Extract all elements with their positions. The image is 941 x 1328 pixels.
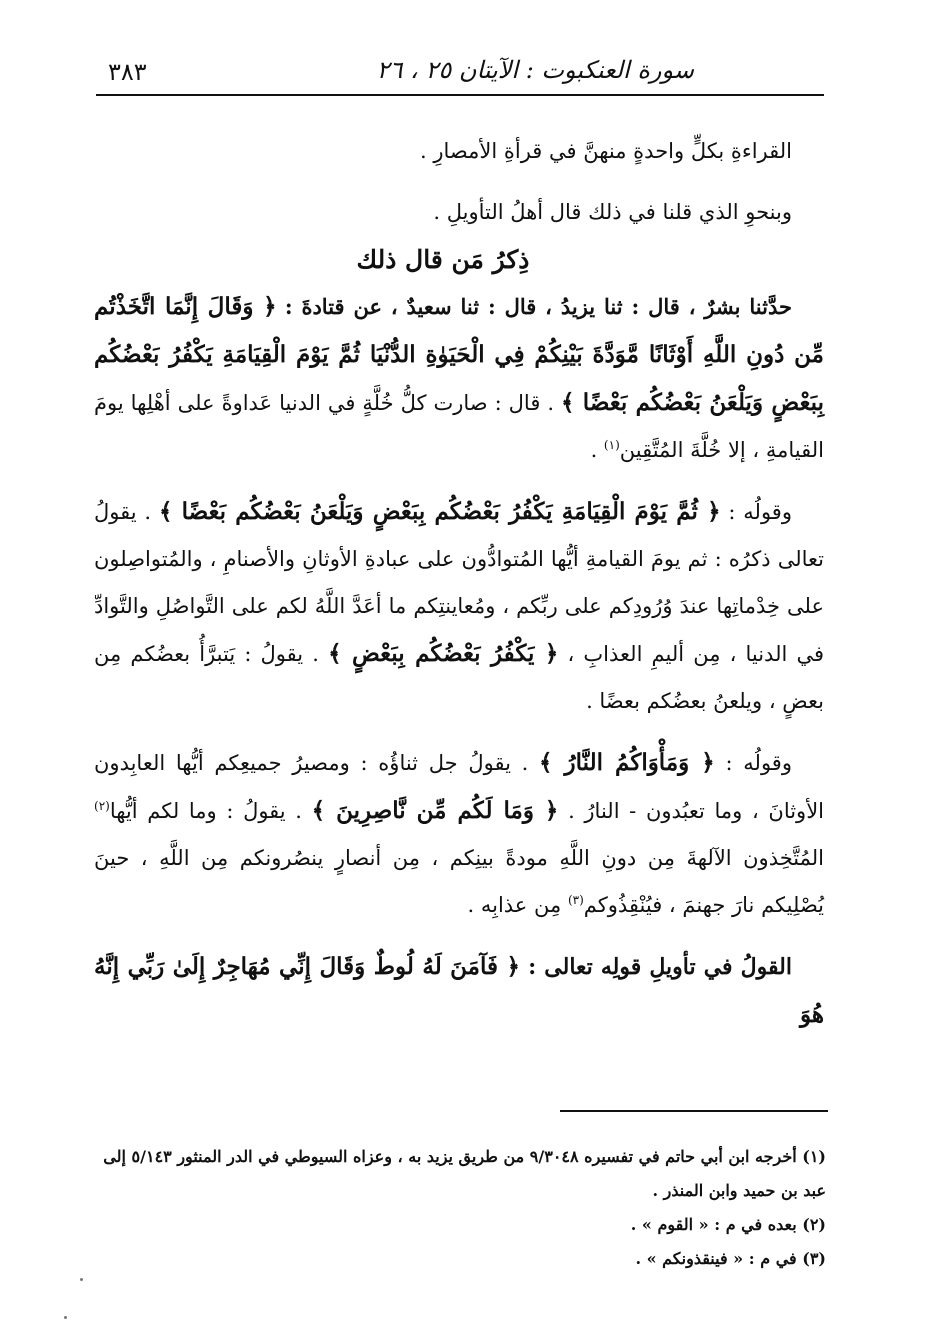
- footnote: (٣) في م : « فينقذونكم » .: [635, 1249, 826, 1268]
- paragraph: [94, 128, 824, 175]
- text: المُتَّخِذون الآلهةَ مِن دونِ اللَّهِ مودةً بينِكم ، مِن أنصارٍ ينصُرونكم مِن اللَّهِ ، حينَ يُصْلِيكم نارَ جهنمَ ، فيُنْقِذُوكم: [94, 846, 824, 917]
- section-heading: ذِكرُ مَن قال ذلك: [356, 245, 530, 274]
- text: وقولُه :: [728, 500, 792, 524]
- text: مِن عذابِه .: [467, 893, 568, 917]
- text: . يقولُ تعالى ذكرُه : ثم يومَ القيامةِ أيُّها المُتوادُّون على عبادةِ الأوثانِ والأصنامِ ، والمُتواصِلون على خِدْماتِها عندَ وُرُودِكم على ربِّكم ، ومُعاينتِكم ما أعَدَّ اللَّهُ لكم على التَّواصُلِ والتَّوادِّ في الدنيا ، مِن أليمِ العذابِ ،: [94, 500, 824, 666]
- quran-verse: ﴿ وَمَأْوَاكُمُ النَّارُ ﴾: [539, 749, 715, 776]
- footnote: (٢) بعده في م : « القوم » .: [630, 1215, 826, 1234]
- running-title: سورة العنكبوت : الآيتان ٢٥ ، ٢٦: [376, 56, 694, 84]
- page-number: ٣٨٣: [108, 58, 147, 86]
- tafsir-heading: [94, 943, 824, 1039]
- text: وبنحوِ الذي قلنا في ذلك قال أهلُ التأويلِ .: [433, 200, 792, 224]
- paragraph: [94, 739, 824, 929]
- quran-verse: ﴿ وَمَا لَكُم مِّن نَّاصِرِينَ ﴾: [311, 797, 559, 824]
- scan-speck: [64, 1316, 67, 1319]
- quran-verse: ﴿ يَكْفُرُ بَعْضُكُم بِبَعْضٍ ﴾: [328, 640, 559, 667]
- footnotes: [94, 1140, 826, 1276]
- footnote-marker: (٢): [94, 799, 110, 813]
- footnote: (١) أخرجه ابن أبي حاتم في تفسيره ٩/٣٠٤٨ من طريق يزيد به ، وعزاه السيوطي في الدر المنثور ٥/١٤٣ إلى عبد بن حميد وابن المنذر .: [103, 1147, 826, 1200]
- text: القراءةِ بكلٍّ واحدةٍ منهنَّ في قرأةِ الأمصارِ .: [420, 139, 792, 163]
- heading-text: القولُ في تأويلِ قولِه تعالى :: [528, 954, 792, 980]
- footnote-marker: (٣): [567, 893, 584, 907]
- text: . يقولُ : وما لكم أيُّها: [109, 799, 302, 823]
- paragraph: [94, 488, 824, 725]
- scan-speck: [80, 1278, 83, 1281]
- quran-verse: ﴿ ثُمَّ يَوْمَ الْقِيَامَةِ يَكْفُرُ بَعْضُكُم بِبَعْضٍ وَيَلْعَنُ بَعْضُكُم بَعْضًا ﴾: [158, 498, 721, 525]
- paragraph: [94, 283, 824, 474]
- text: .: [590, 438, 604, 462]
- quran-verse: ﴿ وَقَالَ إِنَّمَا اتَّخَذْتُم مِّن دُونِ اللَّهِ أَوْثَانًا مَّوَدَّةَ بَيْنِكُمْ فِي الْحَيَوٰةِ الدُّنْيَا ثُمَّ يَوْمَ الْقِيَامَةِ يَكْفُرُ بَعْضُكُم بِبَعْضٍ وَيَلْعَنُ بَعْضُكُم بَعْضًا ﴾: [94, 293, 824, 416]
- text: . يقولُ : يَتبرَّأُ بعضُكم مِن بعضٍ ، ويلعنُ بعضُكم بعضًا .: [94, 642, 824, 713]
- text: . قال : صارت كلُّ خُلَّةٍ في الدنيا عَداوةً على أهْلِها يومَ القيامةِ ، إلا خُلَّةَ المُتَّقِين: [94, 391, 824, 462]
- footnote-marker: (١): [603, 438, 620, 452]
- main-text: [94, 128, 824, 1039]
- isnad-text: حدَّثنا بشرٌ ، قال : ثنا يزيدُ ، قال : ثنا سعيدٌ ، عن قتادةَ :: [284, 294, 792, 319]
- text: وقولُه :: [725, 751, 792, 775]
- footnote-divider: [560, 1110, 828, 1112]
- page-header: [96, 50, 824, 96]
- paragraph: [94, 189, 824, 236]
- text: . يقولُ جل ثناؤُه : ومصيرُ جميعِكم أيُّها العابِدون الأوثانَ ، وما تعبُدون - النارُ .: [94, 751, 825, 823]
- quran-verse: ﴿ فَآمَنَ لَهُ لُوطٌ وَقَالَ إِنِّي مُهَاجِرٌ إِلَىٰ رَبِّي إِنَّهُ هُوَ: [94, 953, 824, 1028]
